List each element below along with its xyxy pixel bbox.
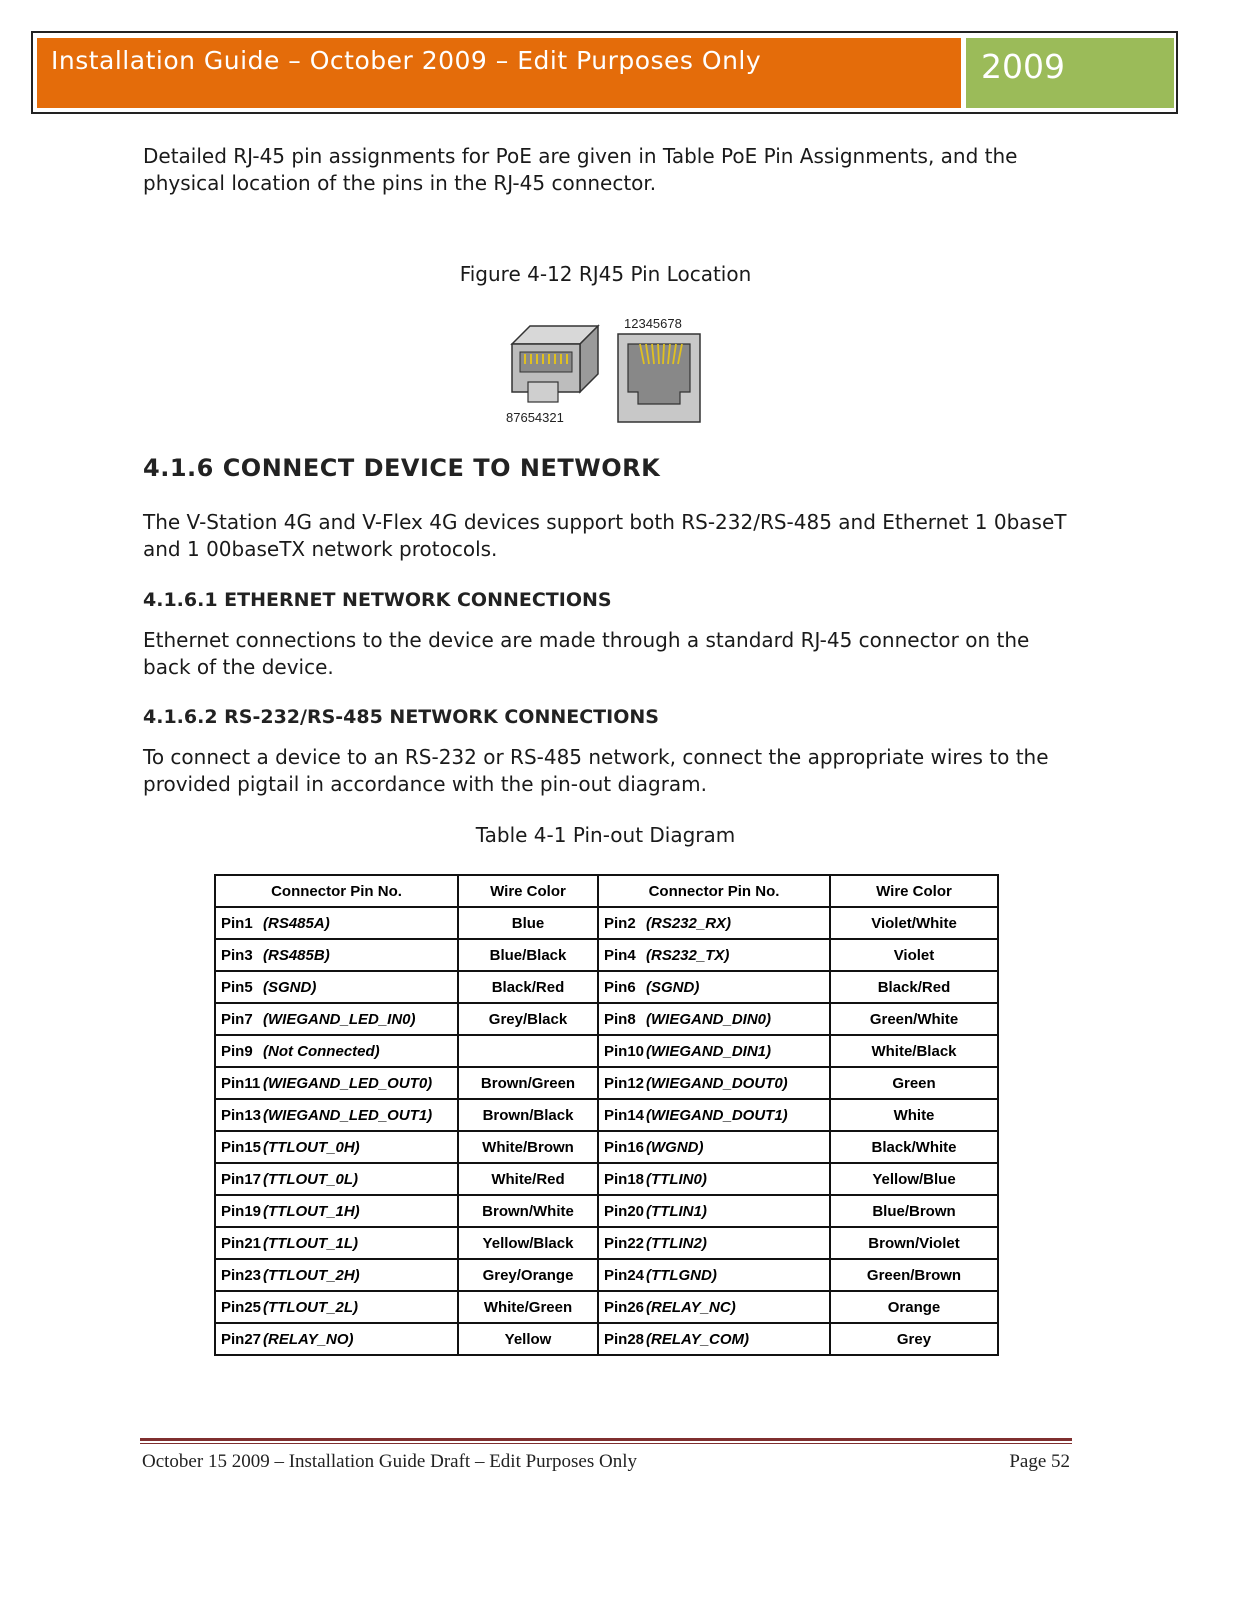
table-row bbox=[215, 1035, 998, 1067]
pin-cell bbox=[598, 907, 830, 939]
table-row bbox=[215, 1003, 998, 1035]
pin-signal: (WIEGAND_LED_IN0) bbox=[263, 1010, 416, 1028]
pin-number: Pin19 bbox=[221, 1202, 262, 1220]
pin-number: Pin26 bbox=[604, 1298, 645, 1316]
pin-cell bbox=[215, 1259, 458, 1291]
wire-color-cell bbox=[458, 1035, 598, 1067]
jack-pin-label: 12345678 bbox=[624, 316, 682, 331]
pin-cell bbox=[598, 1291, 830, 1323]
pin-signal: (RELAY_COM) bbox=[646, 1330, 750, 1348]
pin-signal: (SGND) bbox=[263, 978, 317, 996]
intro-paragraph: Detailed RJ-45 pin assignments for PoE are given in Table PoE Pin Assignments, and the physical location of the pins in the RJ-45 connector. bbox=[143, 144, 1018, 195]
wire-color-cell: Brown/Green bbox=[458, 1067, 598, 1099]
column-header: Connector Pin No. bbox=[215, 875, 458, 907]
pin-signal: (RS232_RX) bbox=[646, 914, 732, 932]
pin-number: Pin14 bbox=[604, 1106, 645, 1124]
rj45-plug-icon bbox=[512, 326, 598, 402]
pin-signal: (RELAY_NO) bbox=[263, 1330, 354, 1348]
pin-signal: (TTLOUT_0H) bbox=[263, 1138, 360, 1156]
pin-signal: (TTLIN1) bbox=[646, 1202, 707, 1220]
wire-color-cell: Violet/White bbox=[830, 907, 998, 939]
footer-text: October 15 2009 – Installation Guide Draft – Edit Purposes Only bbox=[142, 1451, 637, 1472]
pin-cell bbox=[215, 907, 458, 939]
table-row bbox=[215, 1227, 998, 1259]
section-4-1-6-1-paragraph: Ethernet connections to the device are made through a standard RJ-45 connector on the back of the device. bbox=[143, 628, 1030, 679]
pin-signal: (WIEGAND_DIN0) bbox=[646, 1010, 772, 1028]
pin-number: Pin17 bbox=[221, 1170, 262, 1188]
pin-number: Pin4 bbox=[604, 946, 636, 964]
pin-cell bbox=[598, 939, 830, 971]
wire-color-cell: White/Black bbox=[830, 1035, 998, 1067]
pin-cell bbox=[215, 939, 458, 971]
column-header: Wire Color bbox=[458, 875, 598, 907]
wire-color-cell: Green/Brown bbox=[830, 1259, 998, 1291]
pin-cell bbox=[215, 1035, 458, 1067]
pin-signal: (RELAY_NC) bbox=[646, 1298, 736, 1316]
pin-signal: (TTLOUT_2H) bbox=[263, 1266, 360, 1284]
wire-color-cell: Yellow/Blue bbox=[830, 1163, 998, 1195]
pin-cell bbox=[598, 1195, 830, 1227]
pin-number: Pin13 bbox=[221, 1106, 262, 1124]
pin-cell bbox=[598, 1323, 830, 1355]
wire-color-cell: White/Green bbox=[458, 1291, 598, 1323]
header-year: 2009 bbox=[966, 38, 1174, 108]
pin-cell bbox=[215, 1227, 458, 1259]
wire-color-cell: Black/Red bbox=[830, 971, 998, 1003]
pin-cell bbox=[215, 1131, 458, 1163]
pin-signal: (RS232_TX) bbox=[646, 946, 730, 964]
wire-color-cell: White bbox=[830, 1099, 998, 1131]
wire-color-cell: Orange bbox=[830, 1291, 998, 1323]
wire-color-cell: Brown/Violet bbox=[830, 1227, 998, 1259]
wire-color-cell: White/Red bbox=[458, 1163, 598, 1195]
pin-signal: (WIEGAND_DOUT1) bbox=[646, 1106, 788, 1124]
section-heading-4-1-6-1: 4.1.6.1 ETHERNET NETWORK CONNECTIONS bbox=[143, 589, 612, 611]
pin-cell bbox=[598, 1099, 830, 1131]
wire-color-cell: Green/White bbox=[830, 1003, 998, 1035]
pin-number: Pin22 bbox=[604, 1234, 645, 1252]
wire-color-cell: Black/Red bbox=[458, 971, 598, 1003]
pin-signal: (TTLOUT_0L) bbox=[263, 1170, 358, 1188]
plug-pin-label: 87654321 bbox=[506, 410, 564, 425]
pinout-table bbox=[214, 874, 999, 1356]
pin-signal: (SGND) bbox=[646, 978, 700, 996]
pin-signal: (TTLGND) bbox=[646, 1266, 717, 1284]
pin-signal: (WIEGAND_LED_OUT0) bbox=[263, 1074, 433, 1092]
table-row bbox=[215, 1131, 998, 1163]
wire-color-cell: Yellow bbox=[458, 1323, 598, 1355]
pin-cell bbox=[598, 1003, 830, 1035]
wire-color-cell: Blue bbox=[458, 907, 598, 939]
pin-number: Pin16 bbox=[604, 1138, 645, 1156]
wire-color-cell: Green bbox=[830, 1067, 998, 1099]
pin-number: Pin3 bbox=[221, 946, 253, 964]
pin-signal: (TTLOUT_1L) bbox=[263, 1234, 358, 1252]
pin-number: Pin24 bbox=[604, 1266, 645, 1284]
pin-number: Pin6 bbox=[604, 978, 636, 996]
table-row bbox=[215, 1163, 998, 1195]
footer-rule-thin bbox=[140, 1443, 1072, 1444]
section-4-1-6-2-paragraph: To connect a device to an RS-232 or RS-485 network, connect the appropriate wires to the provided pigtail in accordance with the pin-out diagram. bbox=[143, 745, 1049, 796]
wire-color-cell: White/Brown bbox=[458, 1131, 598, 1163]
table-row bbox=[215, 1291, 998, 1323]
pin-signal: (TTLIN0) bbox=[646, 1170, 707, 1188]
pin-number: Pin11 bbox=[221, 1074, 261, 1092]
pin-number: Pin15 bbox=[221, 1138, 262, 1156]
pin-cell bbox=[598, 1259, 830, 1291]
pin-signal: (WGND) bbox=[646, 1138, 704, 1156]
pin-number: Pin23 bbox=[221, 1266, 262, 1284]
wire-color-cell: Grey/Black bbox=[458, 1003, 598, 1035]
pin-signal: (TTLOUT_1H) bbox=[263, 1202, 360, 1220]
column-header: Connector Pin No. bbox=[598, 875, 830, 907]
pin-number: Pin27 bbox=[221, 1330, 262, 1348]
footer-rule bbox=[140, 1438, 1072, 1441]
table-row bbox=[215, 971, 998, 1003]
wire-color-cell: Violet bbox=[830, 939, 998, 971]
wire-color-cell: Grey/Orange bbox=[458, 1259, 598, 1291]
table-header-row bbox=[215, 875, 998, 907]
pin-signal: (Not Connected) bbox=[263, 1042, 380, 1060]
pin-signal: (WIEGAND_DOUT0) bbox=[646, 1074, 788, 1092]
table-caption: Table 4-1 Pin-out Diagram bbox=[475, 823, 736, 847]
figure-caption: Figure 4-12 RJ45 Pin Location bbox=[459, 262, 752, 286]
pin-cell bbox=[598, 1067, 830, 1099]
pin-cell bbox=[215, 1067, 458, 1099]
pin-signal: (RS485B) bbox=[263, 946, 330, 964]
wire-color-cell: Blue/Brown bbox=[830, 1195, 998, 1227]
page-number: Page 52 bbox=[1009, 1451, 1070, 1472]
pin-number: Pin8 bbox=[604, 1010, 636, 1028]
section-heading-4-1-6-2: 4.1.6.2 RS-232/RS-485 NETWORK CONNECTIONS bbox=[143, 706, 659, 728]
pin-cell bbox=[215, 971, 458, 1003]
pin-cell bbox=[215, 1291, 458, 1323]
table-row bbox=[215, 1323, 998, 1355]
wire-color-cell: Yellow/Black bbox=[458, 1227, 598, 1259]
wire-color-cell: Grey bbox=[830, 1323, 998, 1355]
pin-cell bbox=[598, 1227, 830, 1259]
pin-cell bbox=[215, 1003, 458, 1035]
pin-cell bbox=[215, 1323, 458, 1355]
column-header: Wire Color bbox=[830, 875, 998, 907]
pinout-table-body bbox=[215, 907, 998, 1355]
wire-color-cell: Brown/White bbox=[458, 1195, 598, 1227]
pin-cell bbox=[215, 1195, 458, 1227]
table-row bbox=[215, 907, 998, 939]
pin-signal: (TTLOUT_2L) bbox=[263, 1298, 358, 1316]
table-row bbox=[215, 939, 998, 971]
pin-number: Pin1 bbox=[221, 914, 253, 932]
pin-number: Pin20 bbox=[604, 1202, 645, 1220]
pin-number: Pin10 bbox=[604, 1042, 645, 1060]
pin-number: Pin9 bbox=[221, 1042, 253, 1060]
table-row bbox=[215, 1195, 998, 1227]
pin-number: Pin21 bbox=[221, 1234, 262, 1252]
pin-signal: (WIEGAND_DIN1) bbox=[646, 1042, 772, 1060]
table-row bbox=[215, 1067, 998, 1099]
pin-cell bbox=[598, 1163, 830, 1195]
header-title: Installation Guide – October 2009 – Edit Purposes Only bbox=[37, 38, 961, 108]
rj45-figure bbox=[500, 312, 710, 434]
pin-cell bbox=[598, 1131, 830, 1163]
rj45-jack-icon bbox=[618, 334, 700, 422]
table-row bbox=[215, 1259, 998, 1291]
pin-signal: (RS485A) bbox=[263, 914, 330, 932]
section-4-1-6-paragraph: The V-Station 4G and V-Flex 4G devices support both RS-232/RS-485 and Ethernet 1 0baseT and 1 00baseTX network protocols. bbox=[143, 510, 1067, 561]
pin-number: Pin5 bbox=[221, 978, 253, 996]
wire-color-cell: Black/White bbox=[830, 1131, 998, 1163]
rj45-pin-location-diagram bbox=[500, 312, 710, 430]
wire-color-cell: Blue/Black bbox=[458, 939, 598, 971]
pin-cell bbox=[598, 1035, 830, 1067]
pin-cell bbox=[215, 1099, 458, 1131]
table-row bbox=[215, 1099, 998, 1131]
pin-signal: (WIEGAND_LED_OUT1) bbox=[263, 1106, 433, 1124]
pin-cell bbox=[215, 1163, 458, 1195]
pin-number: Pin18 bbox=[604, 1170, 645, 1188]
section-heading-4-1-6: 4.1.6 CONNECT DEVICE TO NETWORK bbox=[143, 454, 661, 482]
pin-number: Pin2 bbox=[604, 914, 636, 932]
pin-number: Pin25 bbox=[221, 1298, 262, 1316]
wire-color-cell: Brown/Black bbox=[458, 1099, 598, 1131]
pin-number: Pin12 bbox=[604, 1074, 645, 1092]
pin-number: Pin7 bbox=[221, 1010, 253, 1028]
pin-number: Pin28 bbox=[604, 1330, 645, 1348]
pin-signal: (TTLIN2) bbox=[646, 1234, 707, 1252]
pin-cell bbox=[598, 971, 830, 1003]
